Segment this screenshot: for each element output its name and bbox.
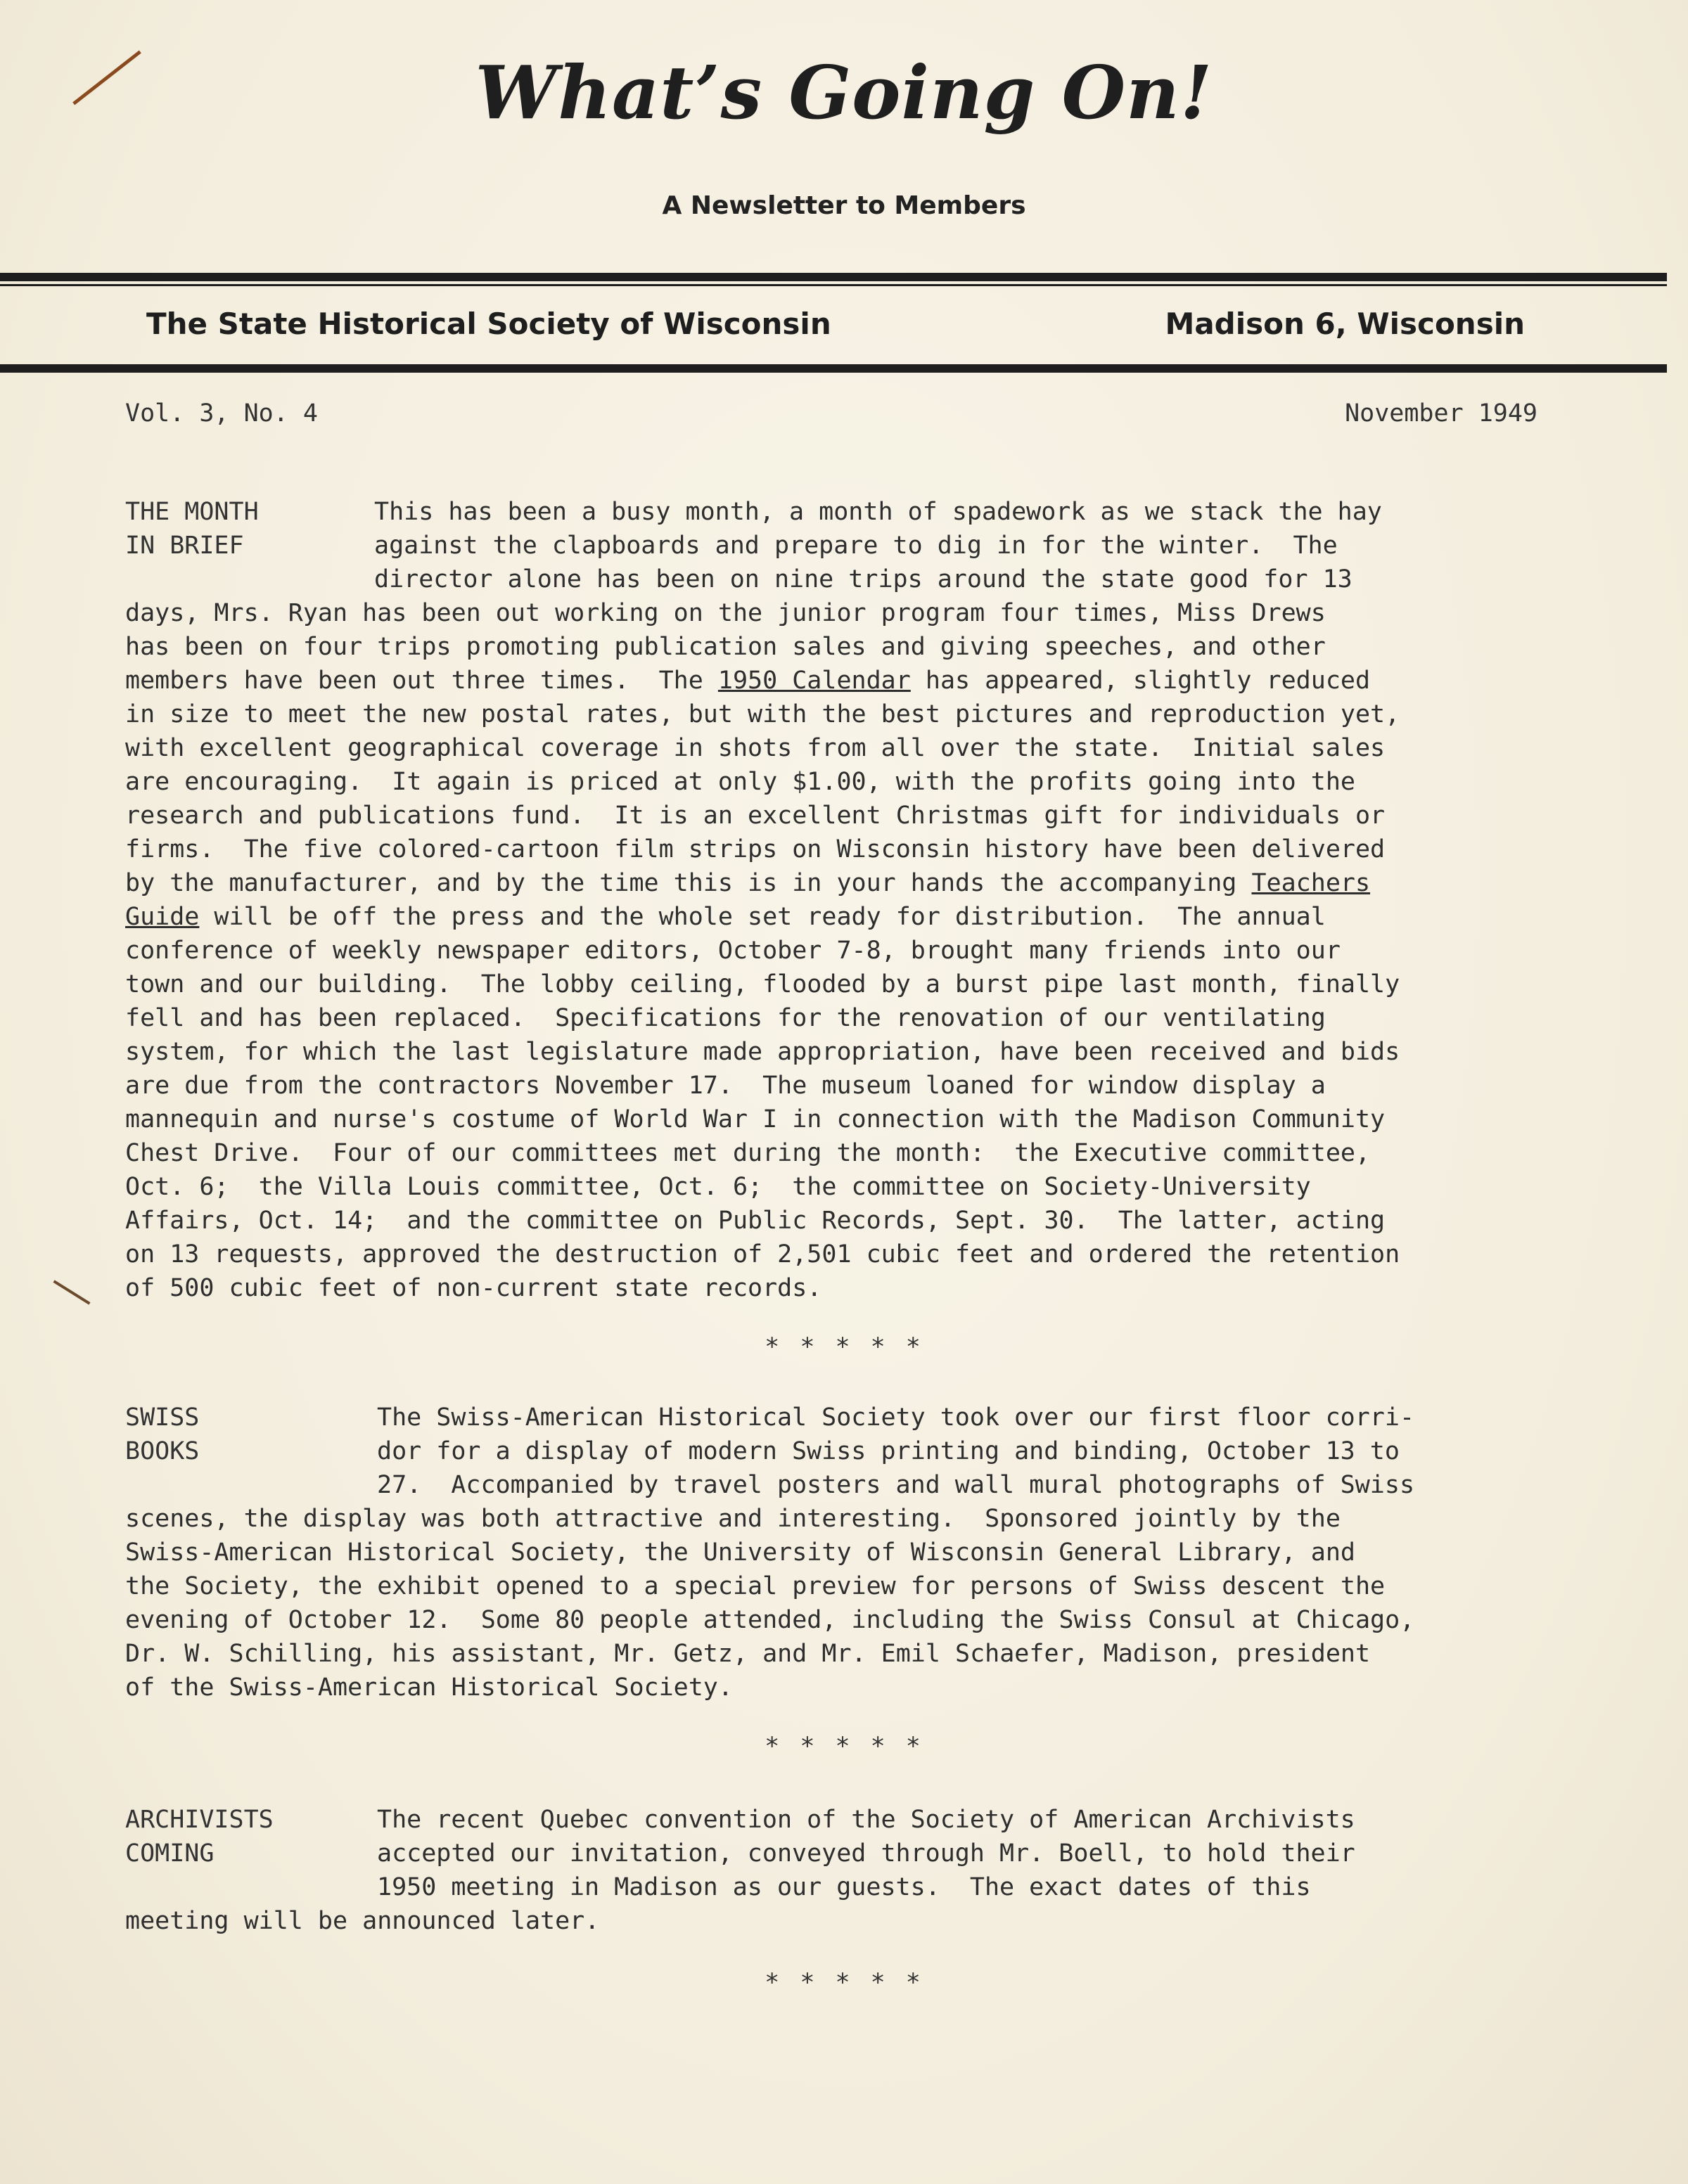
section-label-month — [125, 495, 350, 563]
body-line: research and publications fund. It is an excellent Christmas gift for individuals or — [125, 802, 1386, 830]
organization-city: Madison 6, Wisconsin — [1165, 307, 1525, 341]
body-line: Swiss-American Historical Society, the University of Wisconsin General Library, and — [125, 1539, 1355, 1567]
body-line: system, for which the last legislature made appropriation, have been received and bids — [125, 1038, 1400, 1066]
organization-name: The State Historical Society of Wisconsin — [146, 307, 831, 341]
body-line: on 13 requests, approved the destruction of 2,501 cubic feet and ordered the retention — [125, 1240, 1400, 1268]
body-line: The Swiss-American Historical Society took over our first floor corri- — [377, 1403, 1415, 1432]
body-line: Affairs, Oct. 14; and the committee on Public Records, Sept. 30. The latter, acting — [125, 1207, 1386, 1235]
issue-volume: Vol. 3, No. 4 — [125, 399, 318, 428]
body-line: are encouraging. It again is priced at only $1.00, with the profits going into the — [125, 768, 1355, 796]
body-line: accepted our invitation, conveyed through Mr. Boell, to hold their — [377, 1839, 1355, 1868]
body-line: 27. Accompanied by travel posters and wall mural photographs of Swiss — [377, 1471, 1415, 1499]
section-label-line: ARCHIVISTS — [125, 1806, 274, 1834]
body-line — [125, 866, 1370, 900]
body-line: town and our building. The lobby ceiling, flooded by a burst pipe last month, finally — [125, 970, 1400, 998]
section-label-line: COMING — [125, 1839, 215, 1868]
teachers-guide-title: Teachers — [1251, 869, 1371, 897]
section-label-line: BOOKS — [125, 1437, 200, 1465]
body-line: meeting will be announced later. — [125, 1907, 600, 1935]
newsletter-subtitle: A Newsletter to Members — [662, 191, 1026, 220]
body-line — [125, 900, 1326, 934]
body-line: director alone has been on nine trips around the state good for 13 — [374, 565, 1353, 593]
section-separator: * * * * * — [765, 1333, 923, 1361]
section-label-line: IN BRIEF — [125, 532, 244, 560]
body-text: by the manufacturer, and by the time this is in your hands the accompanying — [125, 869, 1252, 897]
body-line: of 500 cubic feet of non-current state records. — [125, 1274, 822, 1302]
section-separator: * * * * * — [765, 1733, 923, 1761]
body-line: has been on four trips promoting publication sales and giving speeches, and other — [125, 633, 1326, 661]
teachers-guide-title: Guide — [125, 903, 200, 931]
header-rule-top-thin — [0, 284, 1667, 286]
body-line: This has been a busy month, a month of spadework as we stack the hay — [374, 498, 1382, 526]
issue-date: November 1949 — [1345, 399, 1537, 428]
body-line: fell and has been replaced. Specifications for the renovation of our ventilating — [125, 1004, 1326, 1032]
body-text: members have been out three times. The — [125, 667, 718, 695]
body-line: days, Mrs. Ryan has been out working on the junior program four times, Miss Drews — [125, 599, 1326, 627]
body-line: evening of October 12. Some 80 people attended, including the Swiss Consul at Chicago, — [125, 1606, 1415, 1634]
section-label-swiss — [125, 1401, 350, 1468]
body-line: conference of weekly newspaper editors, October 7-8, brought many friends into our — [125, 937, 1341, 965]
section-separator: * * * * * — [765, 1969, 923, 1997]
section-label-line: SWISS — [125, 1403, 200, 1432]
body-text: has appeared, slightly reduced — [910, 667, 1371, 695]
body-line: Dr. W. Schilling, his assistant, Mr. Getz, and Mr. Emil Schaefer, Madison, president — [125, 1640, 1371, 1668]
body-line — [125, 664, 1370, 698]
section-label-archivists — [125, 1803, 350, 1870]
body-line: Oct. 6; the Villa Louis committee, Oct. 6; the committee on Society-University — [125, 1173, 1311, 1201]
body-line: 1950 meeting in Madison as our guests. The exact dates of this — [377, 1873, 1311, 1901]
section-label-line: THE MONTH — [125, 498, 259, 526]
body-line: The recent Quebec convention of the Society of American Archivists — [377, 1806, 1355, 1834]
pencil-mark-left — [53, 1280, 90, 1304]
header-rule-top — [0, 273, 1667, 281]
body-line: against the clapboards and prepare to dig in for the winter. The — [374, 532, 1338, 560]
body-text: will be off the press and the whole set ready for distribution. The annual — [199, 903, 1326, 931]
body-line: with excellent geographical coverage in shots from all over the state. Initial sales — [125, 734, 1386, 762]
body-line: are due from the contractors November 17. The museum loaned for window display a — [125, 1072, 1326, 1100]
header-rule-bottom — [0, 364, 1667, 373]
body-line: in size to meet the new postal rates, but with the best pictures and reproduction yet, — [125, 700, 1400, 728]
newsletter-title: What’s Going On! — [475, 49, 1213, 136]
body-line: dor for a display of modern Swiss printing and binding, October 13 to — [377, 1437, 1400, 1465]
body-line: of the Swiss-American Historical Society. — [125, 1674, 733, 1702]
body-line: mannequin and nurse's costume of World War I in connection with the Madison Community — [125, 1105, 1386, 1133]
calendar-title: 1950 Calendar — [717, 667, 911, 695]
body-line: the Society, the exhibit opened to a special preview for persons of Swiss descent the — [125, 1572, 1386, 1600]
body-line: firms. The five colored-cartoon film strips on Wisconsin history have been delivered — [125, 835, 1386, 863]
body-line: scenes, the display was both attractive and interesting. Sponsored jointly by the — [125, 1505, 1341, 1533]
body-line: Chest Drive. Four of our committees met during the month: the Executive committee, — [125, 1139, 1371, 1167]
